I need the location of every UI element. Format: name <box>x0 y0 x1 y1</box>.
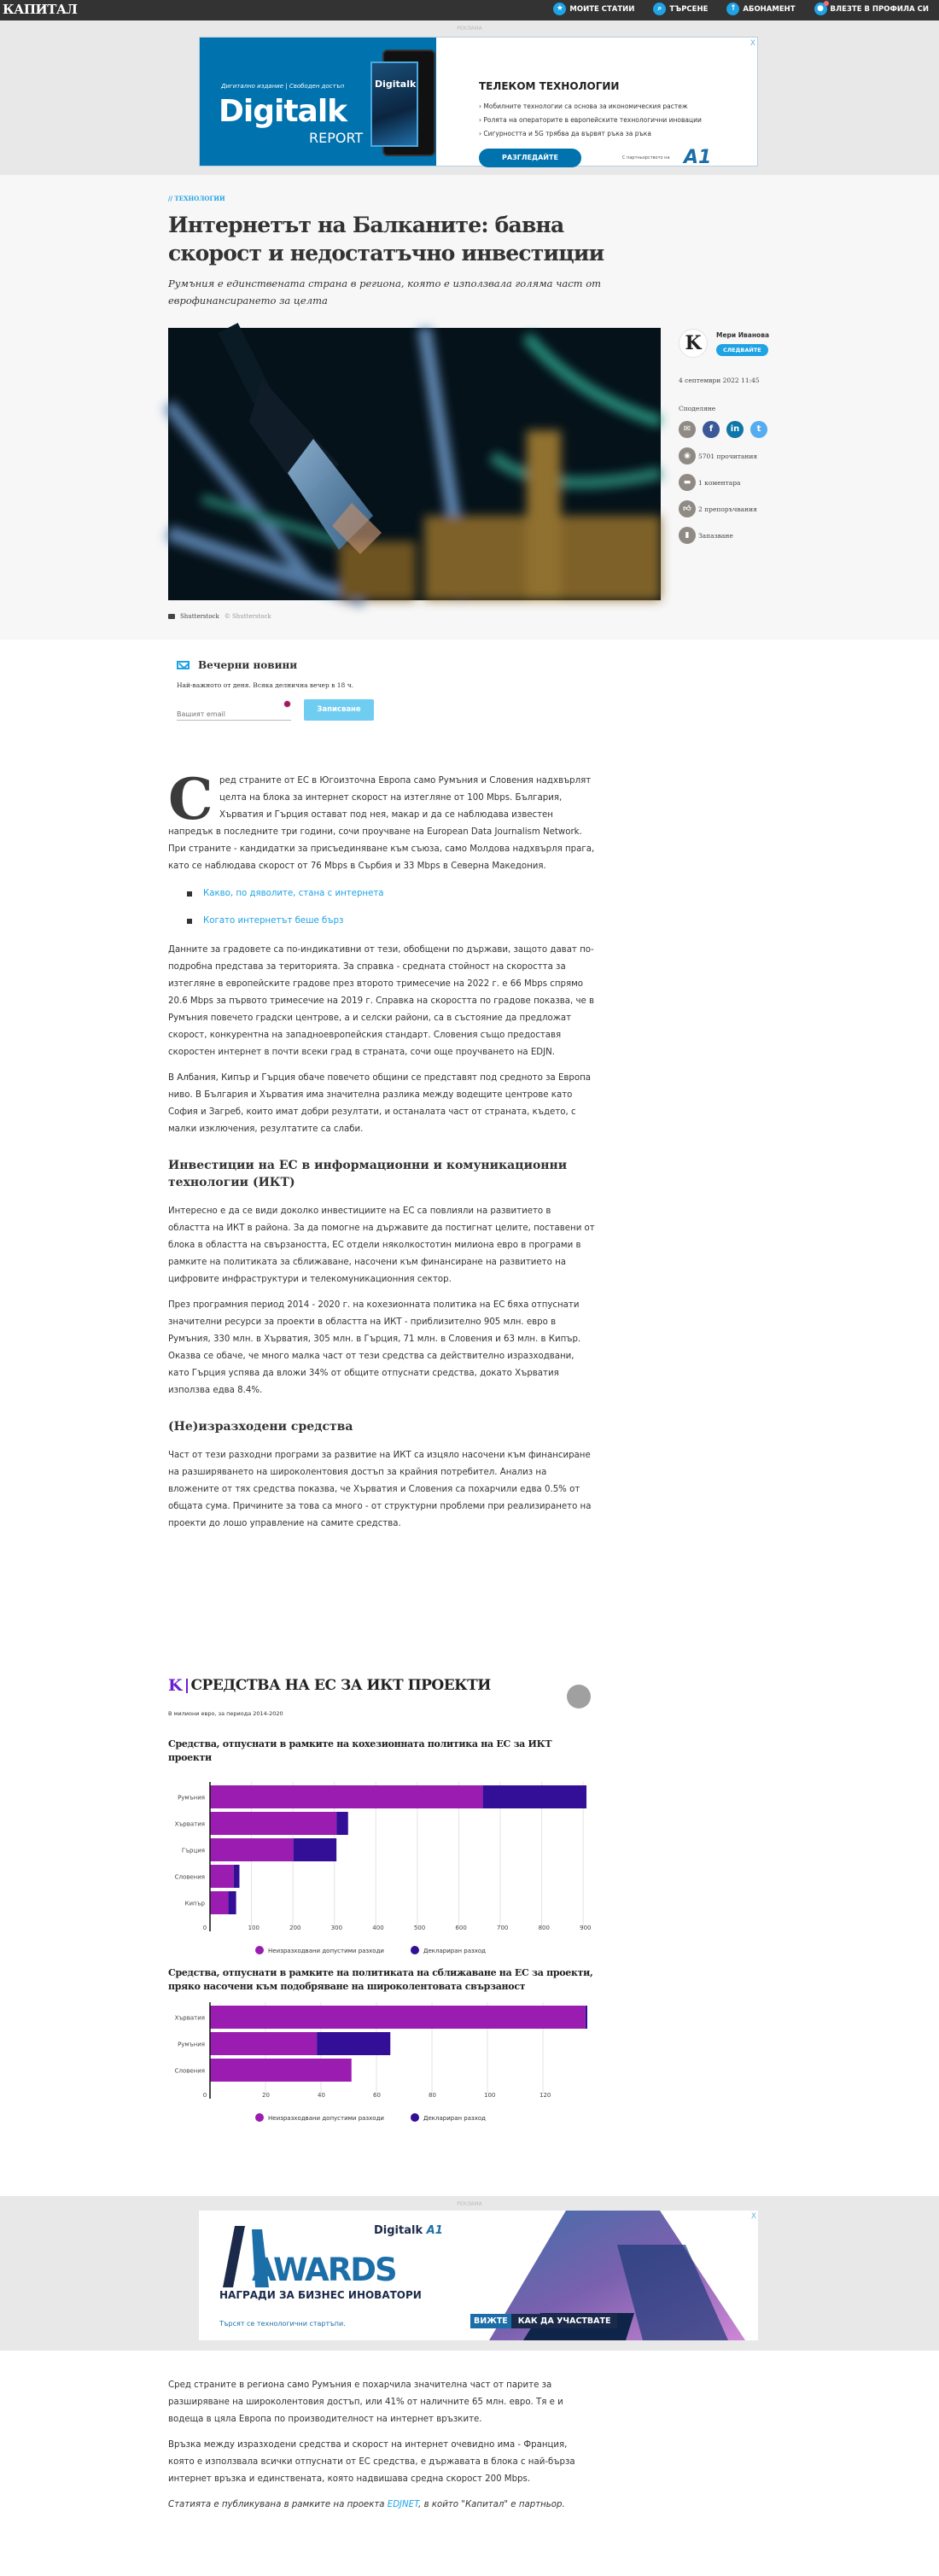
ad-brand <box>374 2224 443 2237</box>
y-category-label: Словения <box>174 1873 205 1881</box>
nav-my-articles[interactable] <box>553 3 634 15</box>
eye-icon: ◉ <box>679 447 696 464</box>
comment-icon: ▬ <box>679 474 696 491</box>
recommend-stat[interactable] <box>679 500 832 517</box>
y-category-label: Румъния <box>178 1794 205 1802</box>
hero-image <box>168 328 661 600</box>
share-label: Споделяне <box>679 405 716 412</box>
legend-label: Деклариран разход <box>423 1948 487 1954</box>
chart-section-title: СРЕДСТВА НА ЕС ЗА ИКТ ПРОЕКТИ <box>190 1677 491 1694</box>
digitalk-report-ad[interactable] <box>199 37 758 166</box>
bar-declared <box>228 1891 236 1914</box>
views-stat <box>679 447 832 464</box>
bar-unspent <box>210 1812 336 1835</box>
bar-declared <box>336 1812 348 1835</box>
photo-copyright: © Shutterstock <box>224 613 271 620</box>
x-tick-label: 40 <box>318 2092 325 2099</box>
ad-view-button[interactable]: РАЗГЛЕДАЙТЕ <box>479 149 581 167</box>
bar-unspent <box>210 1891 228 1914</box>
related-link[interactable]: Когато интернетът беше бърз <box>187 913 595 930</box>
x-tick-label: 0 <box>202 2092 207 2099</box>
article-header <box>0 175 939 640</box>
y-category-label: Хърватия <box>174 2014 205 2022</box>
chart-brand-logo: K <box>168 1676 183 1695</box>
digitalk-awards-ad[interactable] <box>199 2211 758 2340</box>
article-body-end <box>168 2377 595 2522</box>
note-text: , в който "Капитал" е партньор. <box>418 2500 565 2509</box>
y-category-label: Кипър <box>184 1900 205 1907</box>
envelope-icon <box>177 661 190 669</box>
paragraph <box>168 766 595 875</box>
star-icon: ★ <box>553 3 566 15</box>
paragraph-text: ред страните от ЕС в Югоизточна Европа само Румъния и Словения надхвърлят целта на блока за интернет скорост на изтегляне от 100 Mbps. България, Хърватия и Гърция остават под нея, макар и да се наблюдава известен напредък в последните три години, сочи проучване на European Data Journalism Network. При страните - кандидатки за присъединяване към съюза, само Молдова надхвърля прага, като се наблюдава скорост от 76 Mbps в Сърбия и 33 Mbps в Северна Македония. <box>168 776 595 871</box>
x-tick-label: 60 <box>373 2092 381 2099</box>
article-meta-sidebar <box>679 329 832 544</box>
nav-subscription[interactable] <box>726 3 795 15</box>
newsletter-form <box>177 699 518 721</box>
ad-label: РЕКЛАМА <box>457 26 482 32</box>
thumbs-up-icon: 👍︎ <box>679 500 696 517</box>
photo-credit: Shutterstock <box>180 613 219 620</box>
newsletter-signup <box>177 659 518 721</box>
a1-logo: A1 <box>426 2224 443 2237</box>
photo-caption <box>168 613 271 620</box>
chart-menu-button[interactable] <box>567 1685 591 1709</box>
x-tick-label: 200 <box>289 1925 301 1931</box>
chart-1 <box>168 1765 595 1953</box>
y-category-label: Словения <box>174 2067 205 2075</box>
x-tick-label: 500 <box>413 1925 426 1931</box>
magazine-cover-image <box>370 61 418 147</box>
comments-stat[interactable] <box>679 474 832 491</box>
x-tick-label: 100 <box>248 1925 260 1931</box>
ad-close-icon[interactable]: X <box>749 39 755 48</box>
site-logo[interactable]: КАПИТАЛ <box>3 2 78 17</box>
ad-title: ТЕЛЕКОМ ТЕХНОЛОГИИ <box>479 80 620 92</box>
ad-subtitle: НАГРАДИ ЗА БИЗНЕС ИНОВАТОРИ <box>219 2289 422 2301</box>
x-tick-label: 300 <box>330 1925 343 1931</box>
legend-swatch <box>411 2113 419 2122</box>
facebook-icon[interactable]: f <box>703 421 720 438</box>
publish-date: 4 септември 2022 11:45 <box>679 377 760 384</box>
y-category-label: Румъния <box>178 2041 205 2048</box>
paragraph: През програмния период 2014 - 2020 г. на кохезионната политика на ЕС бяха отпуснати значителни ресурси за проекти в областта на ИКТ - приблизително 905 млн. евро в Румъния, 330 млн. в Хърватия, 305 млн. в Гърция, 71 млн. в Словения и 63 млн. в Кипър. Оказва се обаче, че много малка част от тези средства са действително изразходвани, като Гърция успява да вложи 34% от общите отпуснати средства, докато Хърватия използва едва 8.4%. <box>168 1300 581 1395</box>
x-tick-label: 0 <box>202 1925 207 1931</box>
newsletter-header <box>177 659 518 671</box>
legend-label: Неизразходвани допустими разходи <box>268 1948 384 1954</box>
follow-button[interactable]: СЛЕДВАЙТЕ <box>716 344 768 356</box>
nav-login[interactable] <box>814 3 929 15</box>
nav-search[interactable] <box>653 3 708 15</box>
bar-unspent <box>210 2006 586 2029</box>
paragraph: Част от тези разходни програми за развитие на ИКТ са изцяло насочени към финансиране на разширяването на широколентовия достъп за крайния потребител. Анализ на вложените от тях средства показва, че Хърватия и Словения са похарчили едва 0.5% от общата сума. Причините за това са много - от структурни проблеми при реализирането на проекти до лошо управление на самите средства. <box>168 1451 592 1528</box>
chart-brand-row <box>168 1676 595 1695</box>
ad-btn-how: КАК ДА УЧАСТВАТЕ <box>511 2314 618 2328</box>
bar-declared <box>317 2032 390 2055</box>
ad-awards: AWARDS <box>252 2252 396 2288</box>
partnership-note <box>168 2497 595 2514</box>
newsletter-description: Най-важното от деня. Всяка делнична вечер в 18 ч. <box>177 681 354 689</box>
chart-embed <box>168 1676 595 2122</box>
bar-declared <box>234 1865 240 1888</box>
article-title: Интернетът на Балканите: бавна скорост и недостатъчно инвестиции <box>168 213 604 266</box>
paragraph: Данните за градовете са по-индикативни от тези, обобщени по държави, защото дават по-подробна представа за територията. За справка - средната стойност на скоростта за изтегляне в европейските градове през второто тримесечие на 2022 г. е 66 Mbps спрямо 20.6 Mbps за първото тримесечие на 2019 г. Справка на скоростта по градове показва, че в Румъния повечето градски центрове, а и селски райони, са в състояние да предложат скорост, конкурентна на западноевропейския стандарт. Словения също предоставя скоростен интернет в почти всеки град в страната, сочи още проучването на EDJN. <box>168 945 595 1057</box>
section-heading: Инвестиции на ЕС в информационни и комуникационни технологии (ИКТ) <box>168 1159 568 1189</box>
newsletter-title: Вечерни новини <box>198 659 298 671</box>
chart-2 <box>168 1994 595 2122</box>
a1-logo: A1 <box>684 147 712 168</box>
author-block <box>679 329 832 358</box>
camera-icon <box>168 614 175 619</box>
legend-label: Неизразходвани допустими разходи <box>268 2115 384 2122</box>
recommend-count: 2 препоръчвания <box>698 505 757 513</box>
x-tick-label: 120 <box>539 2092 551 2099</box>
ad-partner-text: С партньорството на <box>622 155 670 161</box>
bar-declared <box>294 1838 337 1861</box>
ad-report: REPORT <box>309 130 364 146</box>
save-label: Запазване <box>698 531 733 540</box>
notification-dot <box>824 1 829 6</box>
nav-label: АБОНАМЕНТ <box>743 4 796 14</box>
author-avatar[interactable]: K <box>679 329 708 358</box>
ad-tagline: Дигитално издание | Свободен достъп <box>221 83 345 90</box>
x-tick-label: 600 <box>455 1925 467 1931</box>
save-stat[interactable] <box>679 527 832 544</box>
y-category-label: Гърция <box>181 1847 205 1855</box>
twitter-icon[interactable]: t <box>750 421 767 438</box>
paragraph: Сред страните в региона само Румъния е похарчила значителна част от парите за разширяване на широколентовия достъп, или 41% от наличните 65 млн. евро. Тя е и водеща в цяла Европа по производителност на интернет връзките. <box>168 2380 563 2424</box>
legend-label: Деклариран разход <box>423 2115 487 2122</box>
drop-cap: С <box>168 766 213 832</box>
views-count: 5701 прочитания <box>698 452 758 460</box>
legend-swatch <box>255 1946 264 1954</box>
bottom-ad-band <box>0 2196 939 2351</box>
bar-declared <box>483 1785 586 1808</box>
ad-bullet: › Мобилните технологии са основа за икономическия растеж <box>479 102 688 110</box>
ad-bullets <box>479 100 752 141</box>
x-tick-label: 80 <box>429 2092 436 2099</box>
nav-label: МОИТЕ СТАТИИ <box>569 4 635 14</box>
bar-declared <box>586 2006 587 2029</box>
chart-2-title: Средства, отпуснати в рамките на политиката на сближаване на ЕС за проекти, пряко насочени към подобряване на широколентовата свързаност <box>168 1967 593 1992</box>
ad-bullet: › Ролята на операторите в европейските технологични иновации <box>479 116 702 124</box>
x-tick-label: 20 <box>262 2092 270 2099</box>
legend-swatch <box>255 2113 264 2122</box>
bookmark-icon: ▮ <box>679 527 696 544</box>
linkedin-icon[interactable]: in <box>726 421 744 438</box>
chart-section-subtitle: В милиони евро, за периода 2014-2020 <box>168 1710 283 1717</box>
ad-label: РЕКЛАМА <box>457 2201 482 2207</box>
chart-brand-divider <box>186 1679 188 1693</box>
bar-unspent <box>210 2032 317 2055</box>
email-input[interactable] <box>177 704 291 721</box>
subscribe-button[interactable]: Записване <box>304 699 374 721</box>
ad-btn-see: ВИЖТЕ <box>470 2314 511 2328</box>
related-links <box>187 885 595 930</box>
ad-brand: Digitalk <box>219 94 347 129</box>
ad-participate-button[interactable] <box>470 2314 617 2328</box>
arrow-up-icon: ↑ <box>726 3 739 15</box>
ad-close-icon[interactable]: X <box>750 2212 756 2221</box>
bar-unspent <box>210 1865 234 1888</box>
bar-unspent <box>210 2059 352 2082</box>
x-tick-label: 700 <box>497 1925 509 1931</box>
x-tick-label: 400 <box>372 1925 384 1931</box>
note-text: Статията е публикувана в рамките на проекта <box>168 2500 388 2509</box>
author-name[interactable]: Мери Иванова <box>716 331 770 339</box>
nav-label: ВЛЕЗТЕ В ПРОФИЛА СИ <box>830 4 929 14</box>
ad-search-text: Търсят се технологични стартъпи. <box>219 2320 346 2328</box>
nav-label: ТЪРСЕНЕ <box>669 4 709 14</box>
email-icon[interactable]: ✉ <box>679 421 696 438</box>
related-link[interactable]: Какво, по дяволите, стана с интернета <box>187 885 595 902</box>
paragraph: Интересно е да се види доколко инвестициите на ЕС са повлияли на развитието в областта на ИКТ в района. За да помогне на държавите да постигнат целите, поставени от блока в областта на свързаността, ЕС отдели няколкостотин милиона евро в програми в рамките на политиката за сближаване, насочени към финансиране на развитието на цифровите инфраструктури и телекомуникационния сектор. <box>168 1206 595 1284</box>
y-category-label: Хърватия <box>174 1820 205 1828</box>
paragraph: Връзка между изразходени средства и скорост на интернет очевидно има - Франция, която е използвала всички отпуснати от ЕС средства, е държавата в блока с най-бърза интернет връзка и единствената, която надвишава средна скорост 200 Mbps. <box>168 2440 575 2484</box>
legend-swatch <box>411 1946 419 1954</box>
search-icon: ⌕ <box>653 3 666 15</box>
x-tick-label: 800 <box>538 1925 550 1931</box>
category-link[interactable]: // ТЕХНОЛОГИИ <box>168 195 225 202</box>
x-tick-label: 900 <box>580 1925 592 1931</box>
bar-unspent <box>210 1838 294 1861</box>
chart-1-title: Средства, отпуснати в рамките на кохезионната политика на ЕС за ИКТ проекти <box>168 1738 552 1763</box>
top-navigation-bar <box>0 0 939 20</box>
share-buttons <box>679 421 832 438</box>
edjnet-link[interactable]: EDJNET <box>387 2500 419 2509</box>
main-nav <box>553 3 929 15</box>
bar-unspent <box>210 1785 483 1808</box>
article-body <box>168 766 595 1541</box>
comments-count: 1 коментара <box>698 478 741 487</box>
ad-bullet: › Сигурността и 5G трябва да вървят ръка за ръка <box>479 130 651 137</box>
section-heading: (Не)изразходени средства <box>168 1420 353 1434</box>
top-ad-band <box>0 20 939 175</box>
article-subtitle: Румъния е единствената страна в региона, която е използвала голяма част от еврофинансирането за целта <box>168 277 602 307</box>
digitalk-logo: Digitalk <box>374 2224 423 2237</box>
ad-right-panel <box>436 38 757 166</box>
paragraph: В Албания, Кипър и Гърция обаче повечето общини се представят под средното за Европа ниво. В България и Хърватия има значителна разлика между водещите центрове като София и Загреб, които имат добри резултати, и останалата част от страната, където, с малки изключения, резултатите са слаби. <box>168 1073 592 1134</box>
password-manager-icon[interactable] <box>283 700 291 708</box>
ethernet-cable-photo <box>168 328 661 600</box>
user-icon: ● <box>814 3 827 15</box>
x-tick-label: 100 <box>484 2092 496 2099</box>
ad-left-panel <box>200 38 436 166</box>
magazine-brand: Digitalk <box>375 79 417 90</box>
